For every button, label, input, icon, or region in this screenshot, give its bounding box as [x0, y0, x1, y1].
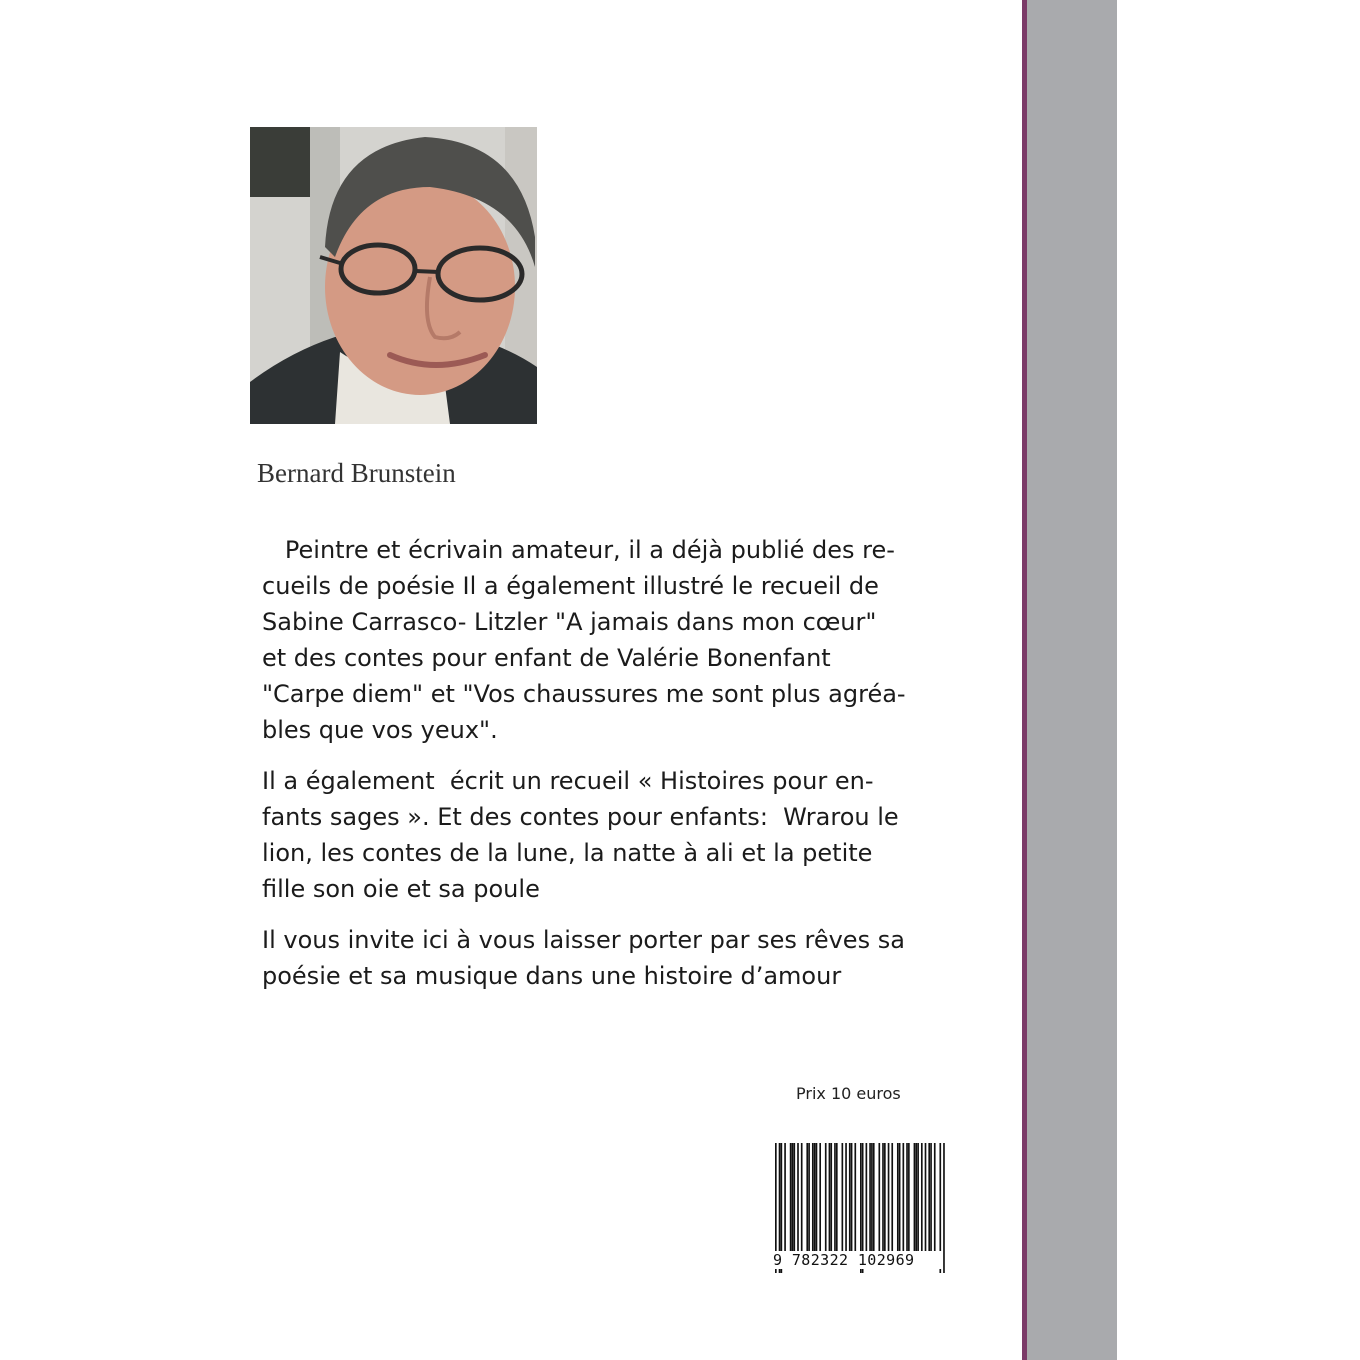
book-spine: [1027, 0, 1117, 1360]
bio-paragraph: [262, 922, 982, 994]
bio-paragraph: [262, 532, 982, 748]
bio-line: Sabine Carrasco- Litzler "A jamais dans mon cœur": [262, 608, 877, 636]
author-name: Bernard Brunstein: [257, 458, 456, 488]
bio-line: cueils de poésie Il a également illustré le recueil de: [262, 572, 879, 600]
bio-line: et des contes pour enfant de Valérie Bonenfant: [262, 644, 831, 672]
bio-paragraph: [262, 763, 982, 907]
bio-line: fille son oie et sa poule: [262, 875, 540, 903]
bio-line: poésie et sa musique dans une histoire d’amour: [262, 962, 842, 990]
bio-line: fants sages ». Et des contes pour enfants: Wrarou le: [262, 803, 899, 831]
bio-line: "Carpe diem" et "Vos chaussures me sont plus agréa-: [262, 680, 906, 708]
author-biography: [262, 532, 982, 1009]
bio-line: lion, les contes de la lune, la natte à ali et la petite: [262, 839, 873, 867]
bio-line: Peintre et écrivain amateur, il a déjà publié des re-: [262, 536, 895, 564]
bio-line: Il a également écrit un recueil « Histoires pour en-: [262, 767, 874, 795]
author-photo: [250, 127, 537, 424]
bio-line: Il vous invite ici à vous laisser porter par ses rêves sa: [262, 926, 905, 954]
isbn-digits: 9 782322 102969: [773, 1251, 943, 1269]
price-label: Prix 10 euros: [796, 1084, 901, 1103]
bio-line: bles que vos yeux".: [262, 716, 498, 744]
